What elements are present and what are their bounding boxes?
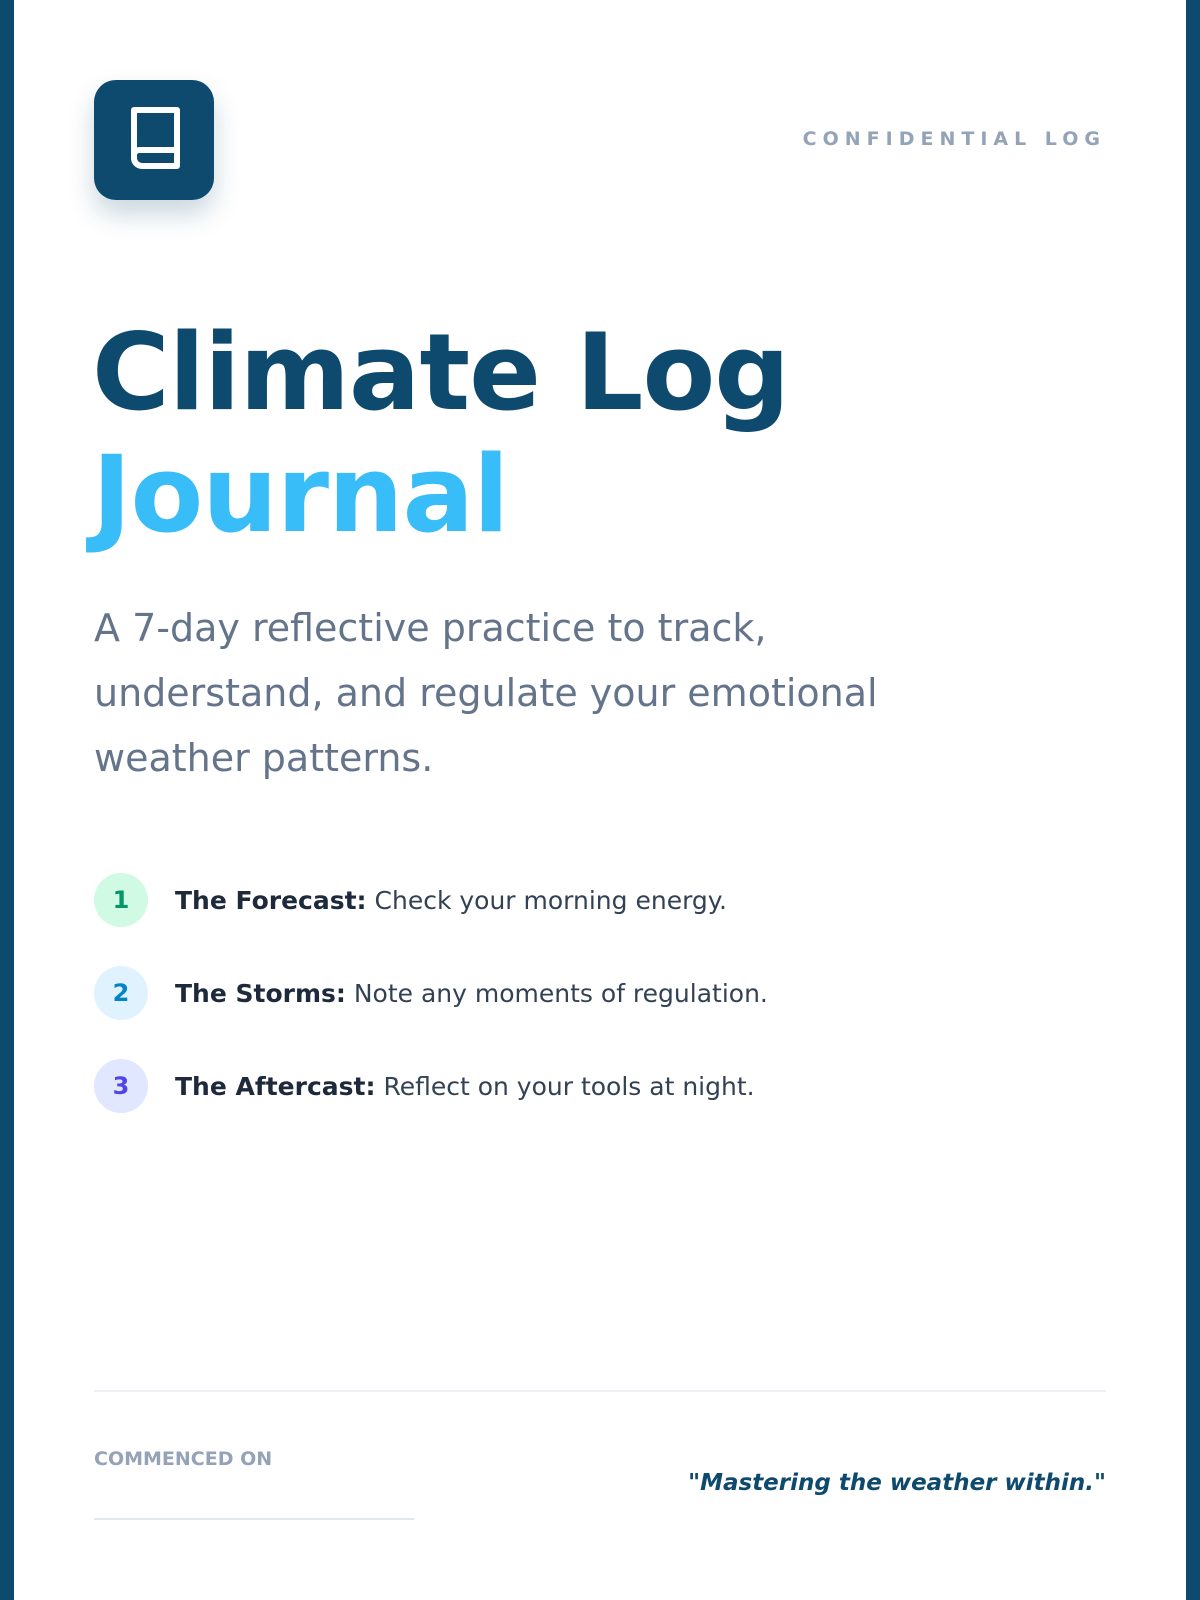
journal-cover xyxy=(14,0,1186,1600)
step-item xyxy=(94,872,727,928)
step-text xyxy=(175,1072,755,1101)
page-subtitle: A 7-day reflective practice to track, understand, and regulate your emotional weather patterns. xyxy=(94,606,878,780)
logo-badge xyxy=(94,80,214,200)
title-line-accent: Journal xyxy=(92,433,509,556)
step-heading: The Aftercast: xyxy=(175,1071,376,1101)
title-line-main: Climate Log xyxy=(92,311,790,434)
step-description: Check your morning energy. xyxy=(374,885,727,915)
step-item xyxy=(94,1058,755,1114)
step-description: Note any moments of regulation. xyxy=(353,978,768,1008)
motto-quote: "Mastering the weather within." xyxy=(688,1470,1106,1496)
step-item xyxy=(94,965,768,1021)
step-description: Reflect on your tools at night. xyxy=(383,1071,755,1101)
step-text xyxy=(175,886,727,915)
confidential-label: CONFIDENTIAL LOG xyxy=(802,128,1106,150)
step-number-badge: 2 xyxy=(94,966,148,1020)
commenced-label: COMMENCED ON xyxy=(94,1448,273,1470)
step-heading: The Storms: xyxy=(175,978,346,1008)
page-title xyxy=(92,312,789,556)
step-heading: The Forecast: xyxy=(175,885,367,915)
book-icon xyxy=(125,106,183,175)
step-text xyxy=(175,979,768,1008)
footer-divider xyxy=(94,1390,1106,1392)
commenced-date-line xyxy=(94,1518,414,1520)
step-number-badge: 3 xyxy=(94,1059,148,1113)
step-number-badge: 1 xyxy=(94,873,148,927)
